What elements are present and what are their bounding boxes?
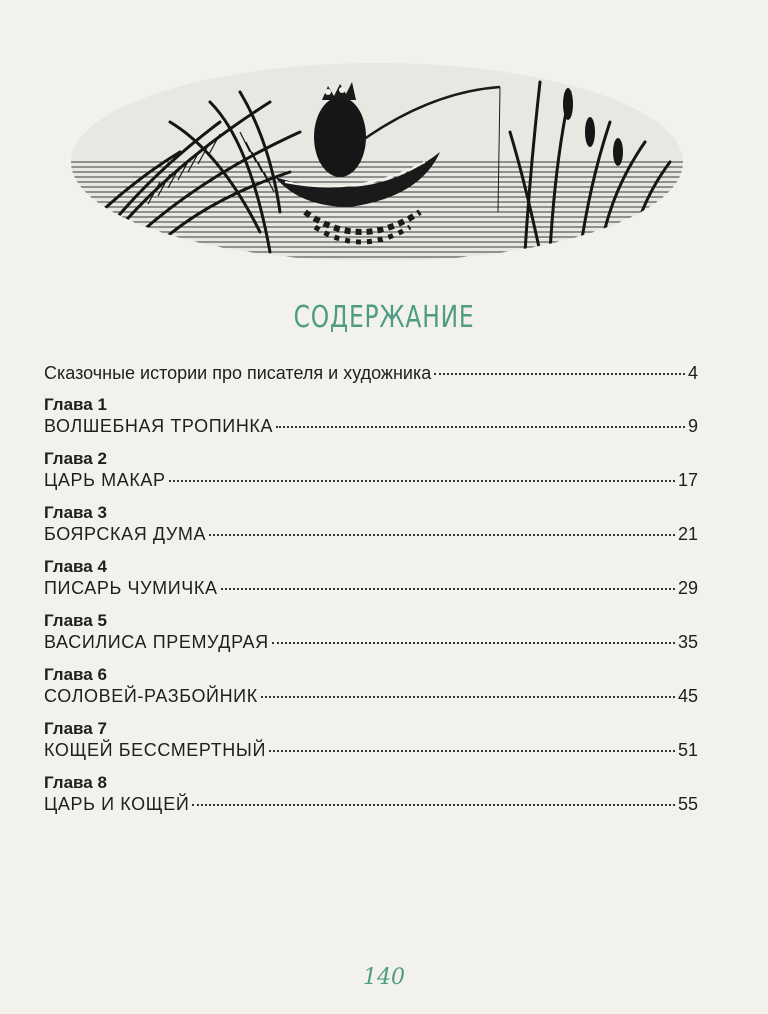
toc-chapter[interactable] (44, 557, 698, 599)
toc-chapter[interactable] (44, 773, 698, 815)
chapter-page: 29 (677, 578, 698, 598)
chapter-label: Глава 4 (44, 557, 107, 576)
dot-leader (192, 804, 675, 806)
toc-chapter[interactable] (44, 665, 698, 707)
chapter-label: Глава 3 (44, 503, 107, 522)
chapter-title: ЦАРЬ МАКАР (44, 470, 166, 490)
toc-entry-intro[interactable] (44, 362, 698, 384)
dot-leader (269, 750, 675, 752)
contents-heading: СОДЕРЖАНИЕ (293, 300, 475, 335)
chapter-label: Глава 6 (44, 665, 107, 684)
chapter-label: Глава 5 (44, 611, 107, 630)
king-fishing-illustration (70, 62, 684, 262)
chapter-page: 55 (677, 794, 698, 814)
dot-leader (276, 426, 685, 428)
table-of-contents (44, 362, 698, 827)
chapter-title: ВОЛШЕБНАЯ ТРОПИНКА (44, 416, 274, 436)
chapter-label: Глава 1 (44, 395, 107, 414)
dot-leader (169, 480, 675, 482)
chapter-title: ПИСАРЬ ЧУМИЧКА (44, 578, 218, 598)
chapter-label: Глава 7 (44, 719, 107, 738)
toc-chapter[interactable] (44, 395, 698, 437)
page-number: 140 (363, 965, 405, 990)
chapter-page: 45 (677, 686, 698, 706)
chapter-title: ВАСИЛИСА ПРЕМУДРАЯ (44, 632, 269, 652)
dot-leader (209, 534, 675, 536)
chapter-page: 17 (677, 470, 698, 490)
chapter-label: Глава 8 (44, 773, 107, 792)
chapter-page: 51 (677, 740, 698, 760)
chapter-title: БОЯРСКАЯ ДУМА (44, 524, 207, 544)
toc-entry-title: Сказочные истории про писателя и художника (44, 363, 432, 383)
chapter-label: Глава 2 (44, 449, 107, 468)
chapter-page: 21 (677, 524, 698, 544)
dot-leader (272, 642, 675, 644)
chapter-page: 9 (687, 416, 698, 436)
toc-chapter[interactable] (44, 503, 698, 545)
chapter-title: КОЩЕЙ БЕССМЕРТНЫЙ (44, 740, 266, 760)
toc-chapter[interactable] (44, 611, 698, 653)
toc-entry-page: 4 (687, 363, 698, 383)
chapter-page: 35 (677, 632, 698, 652)
dot-leader (434, 373, 685, 375)
dot-leader (261, 696, 675, 698)
chapter-title: ЦАРЬ И КОЩЕЙ (44, 794, 190, 814)
dot-leader (221, 588, 675, 590)
toc-chapter[interactable] (44, 719, 698, 761)
toc-chapter[interactable] (44, 449, 698, 491)
chapter-title: СОЛОВЕЙ-РАЗБОЙНИК (44, 686, 258, 706)
